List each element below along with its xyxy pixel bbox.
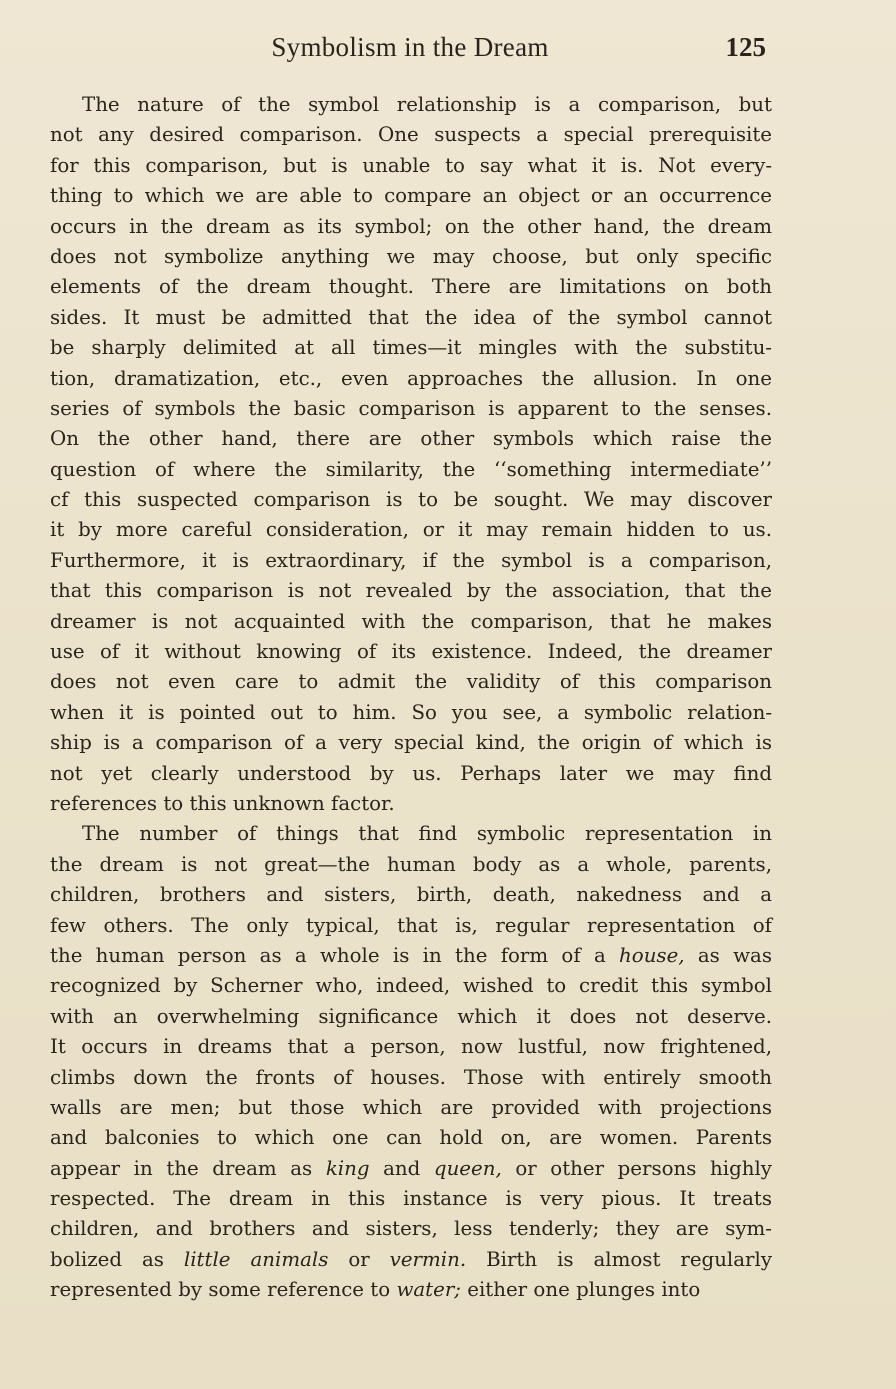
text-line (50, 424, 772, 454)
text-line (50, 272, 772, 302)
text-line (50, 667, 772, 697)
text-segment: sides. It must be admitted that the idea of the symbol cannot (50, 305, 772, 329)
text-segment: for this comparison, but is unable to say what it is. Not every- (50, 153, 772, 177)
text-segment: thing to which we are able to compare an object or an occurrence (50, 184, 772, 208)
text-line (50, 1154, 772, 1184)
text-segment: and balconies to which one can hold on, are women. Parents (50, 1126, 772, 1150)
text-segment: cf this suspected comparison is to be sought. We may discover (50, 488, 772, 512)
text-segment: tion, dramatization, etc., even approaches the allusion. In one (50, 366, 772, 390)
text-line (50, 333, 772, 363)
text-line (50, 181, 772, 211)
text-segment: On the other hand, there are other symbols which raise the (50, 427, 772, 451)
page-number: 125 (725, 32, 766, 62)
text-line (50, 637, 772, 667)
text-line (50, 1275, 772, 1305)
text-segment: appear in the dream as (50, 1156, 326, 1180)
text-line (50, 1245, 772, 1275)
text-segment: the human person as a whole is in the form of a (50, 943, 620, 967)
text-segment: The number of things that find symbolic representation in (82, 822, 772, 846)
text-line (50, 819, 772, 849)
text-line (50, 728, 772, 758)
italic-text: water; (396, 1278, 461, 1302)
text-line (50, 1093, 772, 1123)
text-line (50, 455, 772, 485)
body-text (50, 90, 772, 1306)
text-line (50, 850, 772, 880)
text-segment: Furthermore, it is extraordinary, if the symbol is a comparison, (50, 548, 772, 572)
text-line (50, 120, 772, 150)
text-line (50, 789, 772, 819)
paragraph (50, 819, 772, 1305)
text-segment: be sharply delimited at all times—it mingles with the substitu- (50, 336, 772, 360)
text-line (50, 1032, 772, 1062)
text-segment: use of it without knowing of its existence. Indeed, the dreamer (50, 640, 772, 664)
text-line (50, 941, 772, 971)
text-segment: and (369, 1156, 434, 1180)
text-line (50, 151, 772, 181)
text-line (50, 546, 772, 576)
text-segment: dreamer is not acquainted with the comparison, that he makes (50, 609, 772, 633)
text-segment: it by more careful consideration, or it may remain hidden to us. (50, 518, 772, 542)
text-line (50, 698, 772, 728)
text-segment: does not even care to admit the validity of this comparison (50, 670, 772, 694)
text-line (50, 485, 772, 515)
text-segment: climbs down the fronts of houses. Those with entirely smooth (50, 1065, 772, 1089)
text-line (50, 1063, 772, 1093)
text-line (50, 212, 772, 242)
text-segment: children, and brothers and sisters, less tenderly; they are sym- (50, 1217, 772, 1241)
running-head (50, 30, 770, 70)
text-line (50, 90, 772, 120)
text-line (50, 880, 772, 910)
text-segment: few others. The only typical, that is, regular representation of (50, 913, 772, 937)
text-line (50, 759, 772, 789)
text-line (50, 1214, 772, 1244)
text-segment: as was (684, 943, 772, 967)
text-line (50, 242, 772, 272)
text-segment: Birth is almost regularly (466, 1247, 773, 1271)
text-segment: series of symbols the basic comparison is apparent to the senses. (50, 396, 772, 420)
text-segment: that this comparison is not revealed by the association, that the (50, 579, 772, 603)
text-segment: not any desired comparison. One suspects a special prerequisite (50, 123, 772, 147)
italic-text: vermin. (389, 1247, 467, 1271)
text-segment: walls are men; but those which are provided with projections (50, 1095, 772, 1119)
text-segment: occurs in the dream as its symbol; on the other hand, the dream (50, 214, 772, 238)
text-segment: The nature of the symbol relationship is a comparison, but (82, 93, 772, 116)
text-segment: bolized as (50, 1247, 184, 1271)
text-segment: elements of the dream thought. There are limitations on both (50, 275, 772, 299)
text-line (50, 1184, 772, 1214)
text-segment: or other persons highly (501, 1156, 772, 1180)
text-segment: children, brothers and sisters, birth, death, nakedness and a (50, 883, 772, 907)
text-segment: represented by some reference to (50, 1278, 397, 1302)
italic-text: queen, (433, 1156, 502, 1180)
text-segment: ship is a comparison of a very special kind, the origin of which is (50, 731, 772, 755)
text-segment: not yet clearly understood by us. Perhaps later we may find (50, 761, 772, 785)
italic-text: king (325, 1156, 370, 1180)
text-segment: references to this unknown factor. (50, 791, 395, 815)
text-segment: either one plunges into (460, 1278, 701, 1302)
text-segment: respected. The dream in this instance is very pious. It treats (50, 1187, 772, 1211)
text-line (50, 1002, 772, 1032)
text-line (50, 1123, 772, 1153)
text-line (50, 515, 772, 545)
text-line (50, 364, 772, 394)
text-segment: with an overwhelming significance which it does not deserve. (50, 1004, 772, 1028)
text-segment: or (328, 1247, 390, 1271)
text-line (50, 394, 772, 424)
text-segment: question of where the similarity, the ‘‘something intermediate’’ (50, 457, 772, 481)
text-segment: It occurs in dreams that a person, now lustful, now frightened, (50, 1035, 772, 1059)
paragraph (50, 90, 772, 819)
text-line (50, 576, 772, 606)
text-segment: when it is pointed out to him. So you see, a symbolic relation- (50, 700, 772, 724)
italic-text: house, (619, 943, 685, 967)
text-line (50, 971, 772, 1001)
running-title: Symbolism in the Dream (271, 32, 549, 62)
italic-text: little animals (183, 1247, 329, 1271)
text-segment: the dream is not great—the human body as a whole, parents, (50, 852, 772, 876)
text-line (50, 911, 772, 941)
text-segment: recognized by Scherner who, indeed, wished to credit this symbol (50, 974, 772, 998)
text-line (50, 303, 772, 333)
text-line (50, 607, 772, 637)
text-segment: does not symbolize anything we may choose, but only specific (50, 244, 772, 268)
